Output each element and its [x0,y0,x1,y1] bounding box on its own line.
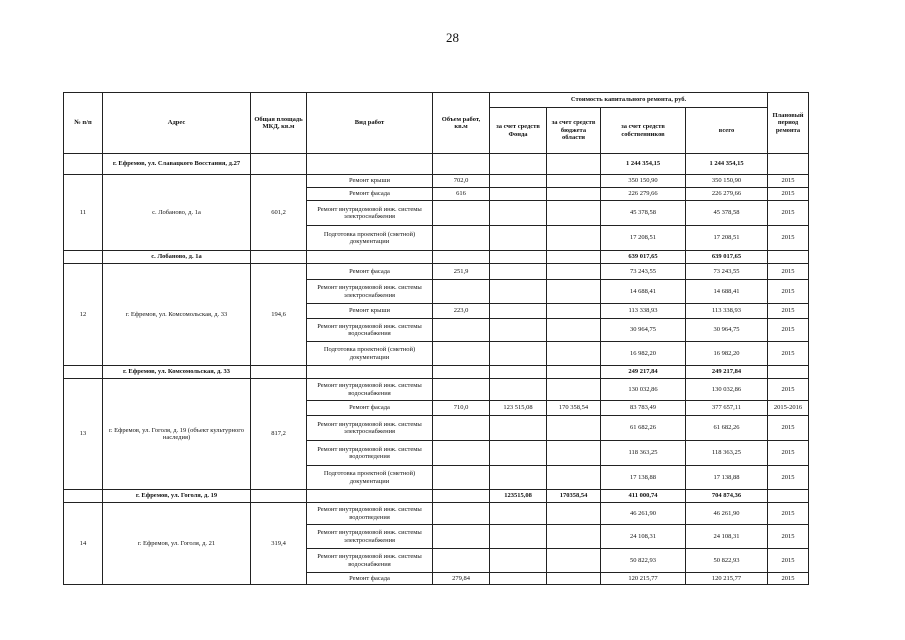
cost-fund [490,342,547,366]
row-address: г. Ефремов, ул. Комсомольская, д. 33 [103,264,251,366]
work-type: Ремонт крыши [307,304,433,319]
cost-budget [547,201,601,226]
cost-total: 113 338,93 [686,304,768,319]
cost-budget [547,416,601,441]
cost-owners: 50 822,93 [601,549,686,573]
work-type: Подготовка проектной (сметной) документации [307,466,433,490]
work-type: Ремонт внутридомовой инж. системы водоснабжения [307,319,433,342]
subtotal-budget [547,251,601,264]
repair-period: 2015 [768,525,809,549]
work-volume: 223,0 [433,304,490,319]
cost-budget [547,280,601,304]
cost-total: 17 138,88 [686,466,768,490]
repair-period: 2015 [768,549,809,573]
cost-fund [490,525,547,549]
work-volume [433,503,490,525]
cost-budget [547,549,601,573]
work-volume [433,466,490,490]
cost-total: 24 108,31 [686,525,768,549]
header-total: всего [686,108,768,154]
top-row-owners: 1 244 354,15 [601,154,686,175]
cost-owners: 16 982,20 [601,342,686,366]
cost-budget [547,175,601,188]
subtotal-owners: 639 017,65 [601,251,686,264]
cost-fund [490,466,547,490]
cost-owners: 73 243,55 [601,264,686,280]
header-cost-group: Стоимость капитального ремонта, руб. [490,93,768,108]
subtotal-total: 639 017,65 [686,251,768,264]
work-type: Ремонт фасада [307,573,433,585]
table-row [64,264,809,280]
row-address: г. Ефремов, ул. Гоголя, д. 19 (объект культурного наследия) [103,379,251,490]
table-row [64,379,809,401]
subtotal-row [64,366,809,379]
work-type: Ремонт внутридомовой инж. системы водоотведения [307,503,433,525]
cost-total: 118 363,25 [686,441,768,466]
subtotal-row [64,251,809,264]
cost-owners: 118 363,25 [601,441,686,466]
table-row [64,175,809,188]
repair-period: 2015 [768,226,809,251]
cost-budget [547,342,601,366]
cost-total: 45 378,58 [686,201,768,226]
cost-budget [547,466,601,490]
subtotal-row [64,490,809,503]
cost-total: 377 657,11 [686,401,768,416]
work-volume: 279,84 [433,573,490,585]
work-volume [433,549,490,573]
row-address: г. Ефремов, ул. Гоголя, д. 21 [103,503,251,585]
header-address: Адрес [103,93,251,154]
subtotal-fund [490,366,547,379]
header-fund: за счет средств Фонда [490,108,547,154]
work-type: Ремонт фасада [307,188,433,201]
page-number: 28 [446,30,459,45]
cost-owners: 350 150,90 [601,175,686,188]
repair-period: 2015 [768,319,809,342]
cost-fund [490,175,547,188]
header-owners: за счет средств собственников [601,108,686,154]
cost-budget [547,264,601,280]
cost-budget [547,525,601,549]
cost-owners: 61 682,26 [601,416,686,441]
repair-period: 2015 [768,175,809,188]
cost-owners: 30 964,75 [601,319,686,342]
work-type: Ремонт внутридомовой инж. системы водоотведения [307,441,433,466]
work-volume [433,319,490,342]
cost-budget [547,573,601,585]
cost-owners: 24 108,31 [601,525,686,549]
repair-period: 2015 [768,201,809,226]
cost-fund [490,226,547,251]
cost-total: 50 822,93 [686,549,768,573]
header-period: Плановый период ремонта [768,93,809,154]
work-volume [433,226,490,251]
work-volume [433,201,490,226]
cost-total: 16 982,20 [686,342,768,366]
cost-fund: 123 515,08 [490,401,547,416]
repair-period: 2015 [768,441,809,466]
row-address: с. Лобаново, д. 1а [103,175,251,251]
work-volume [433,280,490,304]
cost-total: 17 208,51 [686,226,768,251]
header-volume: Объем работ, кв.м [433,93,490,154]
row-area: 319,4 [251,503,307,585]
work-type: Ремонт фасада [307,401,433,416]
cost-total: 130 032,86 [686,379,768,401]
row-area: 601,2 [251,175,307,251]
work-type: Ремонт внутридомовой инж. системы электроснабжения [307,280,433,304]
subtotal-total: 704 874,36 [686,490,768,503]
header-work: Вид работ [307,93,433,154]
subtotal-budget [547,366,601,379]
subtotal-fund [490,251,547,264]
cost-budget: 170 358,54 [547,401,601,416]
repair-period: 2015 [768,304,809,319]
cost-fund [490,573,547,585]
cost-fund [490,264,547,280]
work-type: Подготовка проектной (сметной) документации [307,226,433,251]
cost-owners: 120 215,77 [601,573,686,585]
work-type: Ремонт внутридомовой инж. системы электроснабжения [307,416,433,441]
cost-fund [490,319,547,342]
row-number: 11 [64,175,103,251]
cost-fund [490,416,547,441]
header-budget: за счет средств бюджета области [547,108,601,154]
cost-owners: 17 208,51 [601,226,686,251]
cost-total: 30 964,75 [686,319,768,342]
subtotal-address: г. Ефремов, ул. Комсомольская, д. 33 [103,366,251,379]
repair-period: 2015 [768,280,809,304]
cost-budget [547,379,601,401]
subtotal-address: с. Лобаново, д. 1а [103,251,251,264]
work-volume: 702,0 [433,175,490,188]
cost-budget [547,188,601,201]
top-row-address: г. Ефремов, ул. Славацкого Восстания, д.27 [103,154,251,175]
cost-fund [490,379,547,401]
header-area: Общая площадь МКД, кв.м [251,93,307,154]
repair-period: 2015 [768,573,809,585]
subtotal-address: г. Ефремов, ул. Гоголя, д. 19 [103,490,251,503]
repair-period: 2015 [768,188,809,201]
row-number: 13 [64,379,103,490]
row-number: 14 [64,503,103,585]
cost-total: 73 243,55 [686,264,768,280]
work-type: Ремонт внутридомовой инж. системы электроснабжения [307,525,433,549]
repair-period: 2015-2016 [768,401,809,416]
cost-fund [490,280,547,304]
row-area: 817,2 [251,379,307,490]
repair-period: 2015 [768,466,809,490]
work-type: Ремонт внутридомовой инж. системы водоснабжения [307,549,433,573]
repair-period: 2015 [768,342,809,366]
cost-fund [490,304,547,319]
work-volume: 616 [433,188,490,201]
work-volume [433,342,490,366]
cost-budget [547,441,601,466]
cost-budget [547,319,601,342]
cost-fund [490,188,547,201]
cost-fund [490,549,547,573]
cost-total: 120 215,77 [686,573,768,585]
cost-total: 14 688,41 [686,280,768,304]
repair-period: 2015 [768,264,809,280]
repair-period: 2015 [768,503,809,525]
top-total-row [64,154,809,175]
row-number: 12 [64,264,103,366]
work-type: Ремонт фасада [307,264,433,280]
header-num: № п/п [64,93,103,154]
cost-fund [490,441,547,466]
work-type: Подготовка проектной (сметной) документации [307,342,433,366]
subtotal-budget: 170358,54 [547,490,601,503]
cost-owners: 130 032,86 [601,379,686,401]
cost-budget [547,226,601,251]
work-volume: 251,9 [433,264,490,280]
cost-owners: 46 261,90 [601,503,686,525]
cost-fund [490,201,547,226]
cost-owners: 113 338,93 [601,304,686,319]
cost-total: 46 261,90 [686,503,768,525]
cost-total: 61 682,26 [686,416,768,441]
cost-fund [490,503,547,525]
row-area: 194,6 [251,264,307,366]
repair-period: 2015 [768,379,809,401]
subtotal-total: 249 217,84 [686,366,768,379]
subtotal-fund: 123515,08 [490,490,547,503]
work-type: Ремонт крыши [307,175,433,188]
cost-total: 226 279,66 [686,188,768,201]
cost-budget [547,503,601,525]
cost-owners: 226 279,66 [601,188,686,201]
repair-table [63,92,809,585]
work-volume [433,441,490,466]
table-header-row [64,93,809,108]
cost-owners: 83 783,49 [601,401,686,416]
work-type: Ремонт внутридомовой инж. системы водоснабжения [307,379,433,401]
subtotal-owners: 411 000,74 [601,490,686,503]
work-volume [433,379,490,401]
work-volume: 710,0 [433,401,490,416]
top-row-total: 1 244 354,15 [686,154,768,175]
cost-owners: 45 378,58 [601,201,686,226]
work-volume [433,416,490,441]
work-volume [433,525,490,549]
cost-owners: 17 138,88 [601,466,686,490]
cost-budget [547,304,601,319]
cost-total: 350 150,90 [686,175,768,188]
table-row [64,503,809,525]
repair-period: 2015 [768,416,809,441]
work-type: Ремонт внутридомовой инж. системы электроснабжения [307,201,433,226]
subtotal-owners: 249 217,84 [601,366,686,379]
cost-owners: 14 688,41 [601,280,686,304]
